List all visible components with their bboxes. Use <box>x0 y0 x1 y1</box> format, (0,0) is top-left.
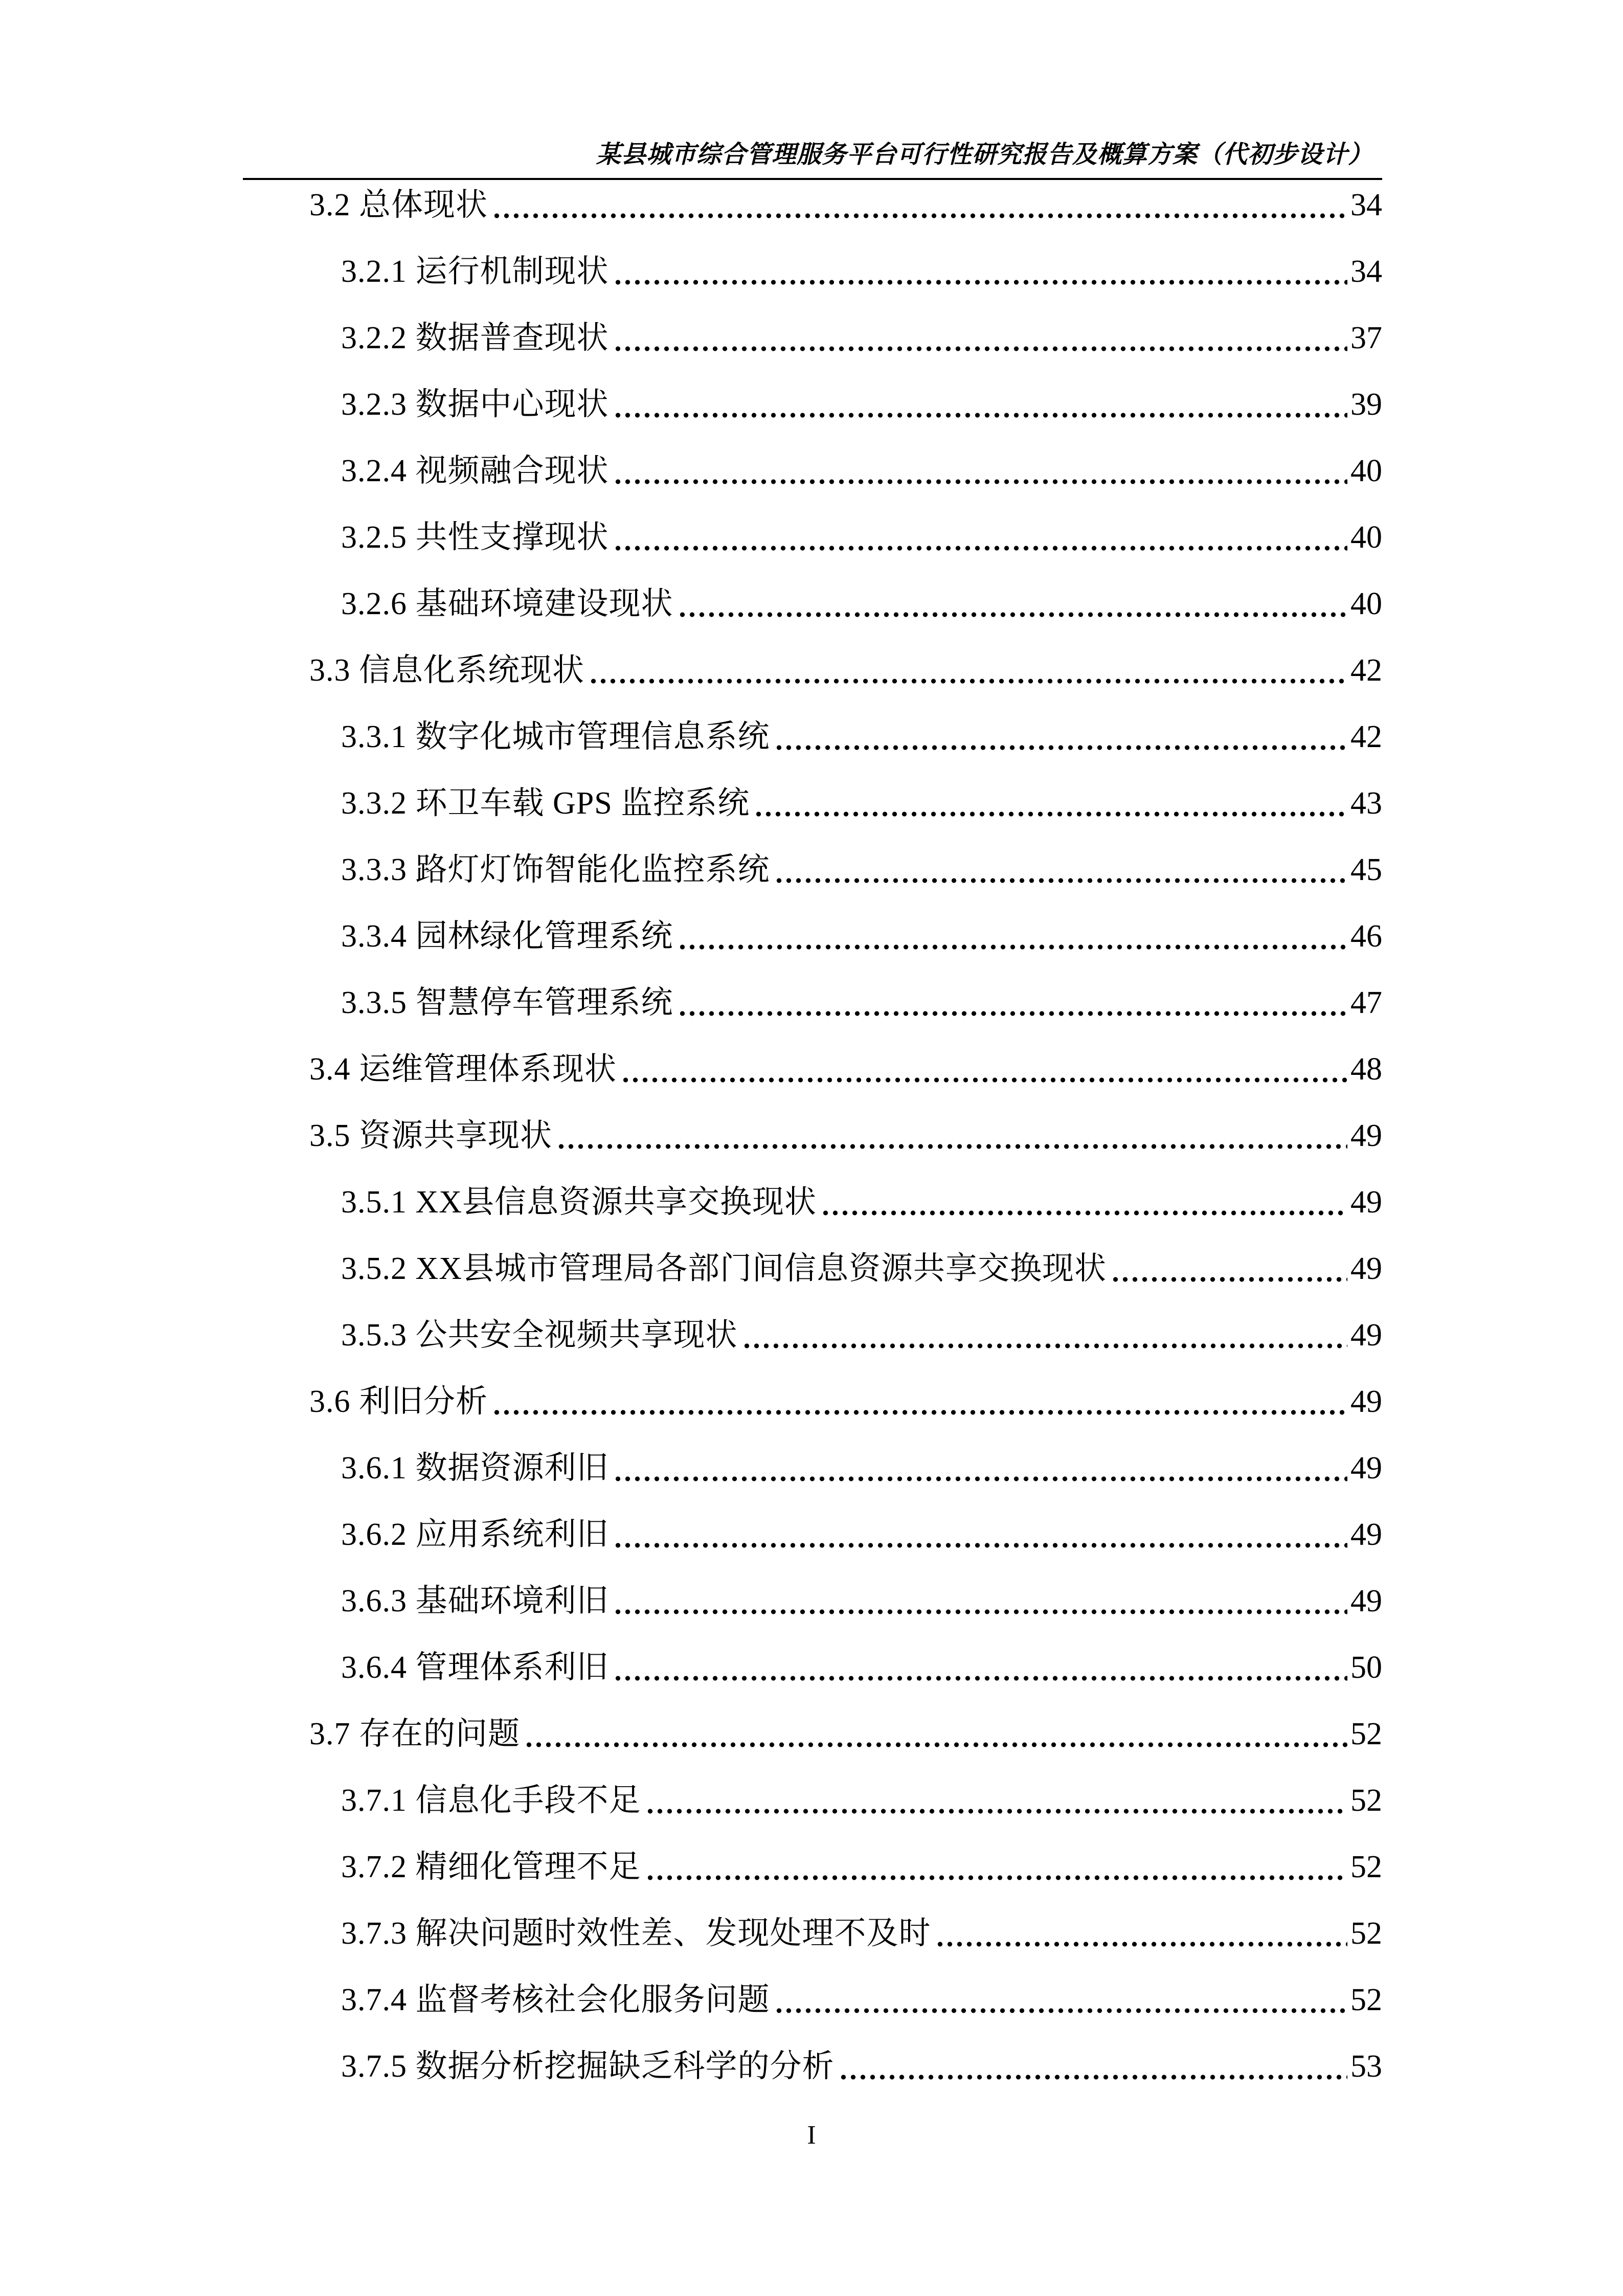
toc-entry-page: 40 <box>1350 520 1382 555</box>
toc-entry-page: 40 <box>1350 454 1382 488</box>
toc-leader-dots <box>621 1077 1347 1083</box>
toc-entry[interactable] <box>243 1377 1382 1443</box>
toc-entry[interactable] <box>243 379 1382 446</box>
toc-entry-page: 49 <box>1350 1318 1382 1353</box>
toc-entry-page: 49 <box>1350 1517 1382 1552</box>
toc-entry[interactable] <box>243 2041 1382 2108</box>
toc-entry-label: 3.5 资源共享现状 <box>309 1118 553 1153</box>
toc-entry-label: 3.5.1 XX县信息资源共享交换现状 <box>341 1185 817 1220</box>
toc-entry-page: 49 <box>1350 1251 1382 1286</box>
toc-leader-dots <box>492 1409 1347 1415</box>
toc-entry-label: 3.7.4 监督考核社会化服务问题 <box>341 1983 770 2017</box>
toc-leader-dots <box>1111 1276 1347 1282</box>
toc-entry-label: 3.2.5 共性支撑现状 <box>341 520 609 555</box>
toc-entry-label: 3.2 总体现状 <box>309 188 488 222</box>
toc-leader-dots <box>556 1143 1347 1150</box>
toc-entry-label: 3.6 利旧分析 <box>309 1384 488 1419</box>
toc-entry-label: 3.6.1 数据资源利旧 <box>341 1451 609 1485</box>
toc-leader-dots <box>613 545 1347 551</box>
toc-entry-page: 53 <box>1350 2049 1382 2084</box>
toc-entry[interactable] <box>243 180 1382 246</box>
toc-entry-label: 3.2.2 数据普查现状 <box>341 321 609 355</box>
toc-leader-dots <box>613 1542 1347 1548</box>
toc-leader-dots <box>821 1210 1347 1216</box>
toc-leader-dots <box>613 279 1347 285</box>
toc-leader-dots <box>935 1941 1347 1947</box>
toc-entry-page: 50 <box>1350 1650 1382 1685</box>
toc-leader-dots <box>678 944 1347 950</box>
toc-entry-label: 3.3.2 环卫车载 GPS 监控系统 <box>341 786 750 821</box>
toc-entry-page: 40 <box>1350 587 1382 621</box>
toc-entry-page: 52 <box>1350 1983 1382 2017</box>
toc-entry-page: 52 <box>1350 1717 1382 1751</box>
toc-entry-page: 37 <box>1350 321 1382 355</box>
toc-entry[interactable] <box>243 313 1382 379</box>
report-title-header: 某县城市综合管理服务平台可行性研究报告及概算方案（代初步设计） <box>596 141 1373 168</box>
toc-entry-page: 46 <box>1350 919 1382 954</box>
toc-entry-page: 39 <box>1350 387 1382 422</box>
toc-entry[interactable] <box>243 1510 1382 1576</box>
toc-entry-page: 52 <box>1350 1850 1382 1884</box>
toc-entry-page: 49 <box>1350 1584 1382 1618</box>
toc-entry-label: 3.7.3 解决问题时效性差、发现处理不及时 <box>341 1916 931 1951</box>
toc-leader-dots <box>678 612 1347 618</box>
toc-entry-label: 3.6.4 管理体系利旧 <box>341 1650 609 1685</box>
toc-entry-label: 3.3.4 园林绿化管理系统 <box>341 919 673 954</box>
toc-entry[interactable] <box>243 1975 1382 2041</box>
toc-entry-page: 45 <box>1350 852 1382 887</box>
toc-entry-page: 42 <box>1350 719 1382 754</box>
toc-leader-dots <box>839 2074 1347 2080</box>
toc-entry-label: 3.7.1 信息化手段不足 <box>341 1783 641 1818</box>
toc-entry[interactable] <box>243 446 1382 512</box>
toc-leader-dots <box>524 1742 1347 1748</box>
toc-entry[interactable] <box>243 1111 1382 1177</box>
toc-entry[interactable] <box>243 712 1382 778</box>
toc-entry[interactable] <box>243 845 1382 911</box>
toc-leader-dots <box>645 1808 1347 1814</box>
toc-entry-label: 3.2.4 视频融合现状 <box>341 454 609 488</box>
toc-entry[interactable] <box>243 1310 1382 1377</box>
toc-entry[interactable] <box>243 579 1382 645</box>
page-number-footer: I <box>807 2121 816 2150</box>
toc-entry-label: 3.7 存在的问题 <box>309 1717 521 1751</box>
page-content <box>243 140 1382 2108</box>
toc-entry-label: 3.4 运维管理体系现状 <box>309 1052 617 1087</box>
toc-entry-label: 3.6.2 应用系统利旧 <box>341 1517 609 1552</box>
toc-entry[interactable] <box>243 911 1382 978</box>
toc-entry[interactable] <box>243 645 1382 712</box>
toc-entry-page: 49 <box>1350 1185 1382 1220</box>
toc-entry[interactable] <box>243 1775 1382 1842</box>
toc-entry[interactable] <box>243 778 1382 845</box>
toc-leader-dots <box>678 1010 1347 1017</box>
toc-entry[interactable] <box>243 1443 1382 1510</box>
toc-leader-dots <box>742 1343 1347 1349</box>
toc-entry-label: 3.3.5 智慧停车管理系统 <box>341 985 673 1020</box>
toc-entry[interactable] <box>243 1709 1382 1775</box>
toc-entry-page: 47 <box>1350 985 1382 1020</box>
toc-entry-page: 43 <box>1350 786 1382 821</box>
toc-entry-label: 3.7.2 精细化管理不足 <box>341 1850 641 1884</box>
toc-entry-label: 3.5.2 XX县城市管理局各部门间信息资源共享交换现状 <box>341 1251 1107 1286</box>
toc-leader-dots <box>613 1476 1347 1482</box>
toc-leader-dots <box>774 745 1347 751</box>
toc-entry-label: 3.6.3 基础环境利旧 <box>341 1584 609 1618</box>
toc-entry[interactable] <box>243 1576 1382 1642</box>
toc-entry[interactable] <box>243 1908 1382 1975</box>
toc-entry[interactable] <box>243 512 1382 579</box>
toc-leader-dots <box>774 877 1347 884</box>
toc-entry[interactable] <box>243 1044 1382 1111</box>
toc-entry[interactable] <box>243 1642 1382 1709</box>
table-of-contents <box>243 180 1382 2108</box>
toc-entry-label: 3.3.3 路灯灯饰智能化监控系统 <box>341 852 770 887</box>
toc-entry[interactable] <box>243 1177 1382 1244</box>
toc-leader-dots <box>774 2008 1347 2014</box>
toc-entry-label: 3.3.1 数字化城市管理信息系统 <box>341 719 770 754</box>
toc-entry-label: 3.3 信息化系统现状 <box>309 653 585 688</box>
toc-entry-page: 49 <box>1350 1451 1382 1485</box>
toc-leader-dots <box>492 213 1347 219</box>
toc-entry-label: 3.5.3 公共安全视频共享现状 <box>341 1318 738 1353</box>
toc-entry-label: 3.7.5 数据分析挖掘缺乏科学的分析 <box>341 2049 835 2084</box>
toc-entry-page: 42 <box>1350 653 1382 688</box>
toc-leader-dots <box>645 1875 1347 1881</box>
toc-entry-label: 3.2.3 数据中心现状 <box>341 387 609 422</box>
toc-entry-page: 49 <box>1350 1384 1382 1419</box>
toc-entry-page: 49 <box>1350 1118 1382 1153</box>
toc-leader-dots <box>613 346 1347 352</box>
toc-entry-page: 52 <box>1350 1916 1382 1951</box>
toc-entry[interactable] <box>243 1842 1382 1908</box>
toc-entry-label: 3.2.1 运行机制现状 <box>341 254 609 289</box>
toc-leader-dots <box>589 678 1347 684</box>
toc-entry-label: 3.2.6 基础环境建设现状 <box>341 587 673 621</box>
toc-leader-dots <box>613 1609 1347 1615</box>
toc-entry-page: 48 <box>1350 1052 1382 1087</box>
toc-entry[interactable] <box>243 1244 1382 1310</box>
toc-leader-dots <box>613 1675 1347 1681</box>
toc-entry-page: 52 <box>1350 1783 1382 1818</box>
toc-leader-dots <box>613 412 1347 418</box>
toc-leader-dots <box>613 479 1347 485</box>
toc-entry-page: 34 <box>1350 254 1382 289</box>
toc-entry[interactable] <box>243 978 1382 1044</box>
toc-entry[interactable] <box>243 246 1382 313</box>
toc-entry-page: 34 <box>1350 188 1382 222</box>
toc-leader-dots <box>754 811 1347 817</box>
